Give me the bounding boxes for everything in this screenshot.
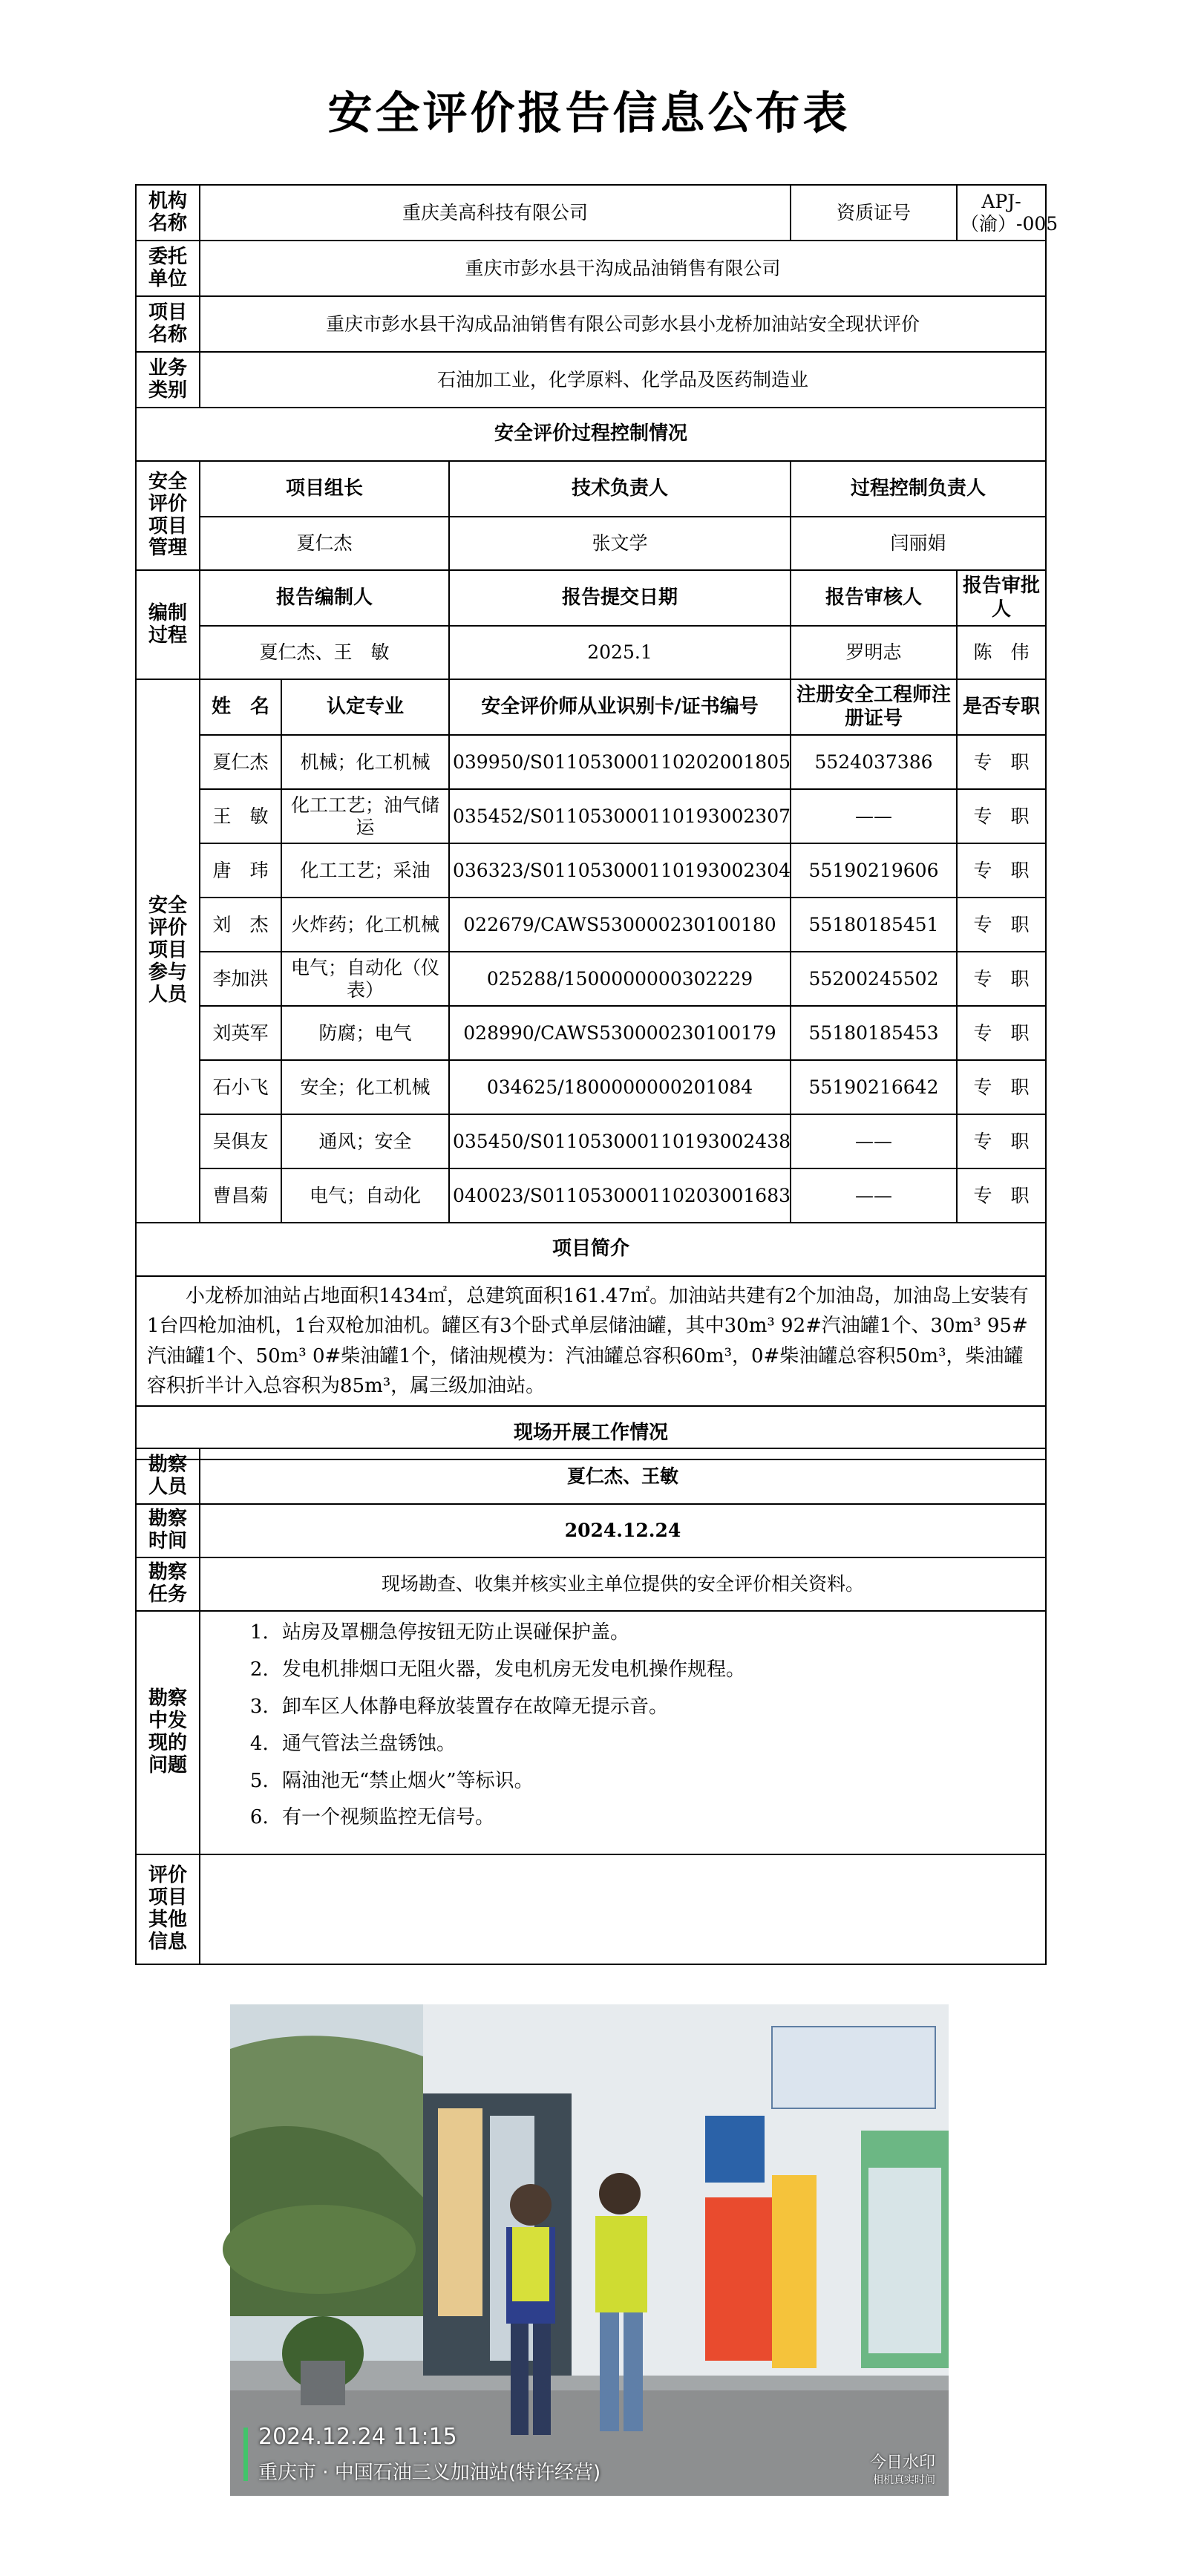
participant-name: 曹昌菊	[200, 1168, 281, 1223]
participant-name: 吴俱友	[200, 1114, 281, 1168]
participants-header-card: 安全评价师从业识别卡/证书编号	[449, 679, 791, 735]
participants-header-reg: 注册安全工程师注册证号	[791, 679, 957, 735]
info-table	[135, 184, 1058, 1460]
survey-table	[135, 1448, 1047, 1965]
participant-card: 036323/S011053000110193002304	[449, 843, 791, 898]
cert-label: 资质证号	[791, 185, 957, 241]
participant-reg: 55180185453	[791, 1006, 957, 1060]
client-value: 重庆市彭水县干沟成品油销售有限公司	[200, 241, 1046, 296]
mgmt-control: 闫丽娟	[791, 517, 1046, 570]
compile-date: 2025.1	[449, 626, 791, 679]
survey-people-label: 勘察人员	[136, 1448, 200, 1504]
compile-author: 夏仁杰、王 敏	[200, 626, 449, 679]
issue-item: 6. 有一个视频监控无信号。	[275, 1807, 1042, 1829]
participant-name: 刘英军	[200, 1006, 281, 1060]
process-section-title: 安全评价过程控制情况	[136, 408, 1046, 461]
participant-card: 039950/S011053000110202001805	[449, 735, 791, 789]
participants-header-major: 认定专业	[281, 679, 449, 735]
participant-major: 安全；化工机械	[281, 1060, 449, 1114]
participant-major: 火炸药；化工机械	[281, 898, 449, 952]
compile-header-author: 报告编制人	[200, 570, 449, 626]
participant-card: 028990/CAWS530000230100179	[449, 1006, 791, 1060]
compile-approver: 陈 伟	[957, 626, 1046, 679]
participant-fulltime: 专 职	[957, 735, 1046, 789]
participant-name: 石小飞	[200, 1060, 281, 1114]
mgmt-header-control: 过程控制负责人	[791, 461, 1046, 517]
participant-major: 通风；安全	[281, 1114, 449, 1168]
participant-name: 李加洪	[200, 952, 281, 1006]
survey-issues-label: 勘察中发现的问题	[136, 1611, 200, 1854]
photo-watermark-sub: 相机真实时间	[873, 2474, 935, 2486]
business-label: 业务类别	[136, 352, 200, 408]
mgmt-header-leader: 项目组长	[200, 461, 449, 517]
compile-header-approver: 报告审批人	[957, 570, 1046, 626]
participant-name: 唐 玮	[200, 843, 281, 898]
management-label: 安全评价项目管理	[136, 461, 200, 570]
participant-name: 刘 杰	[200, 898, 281, 952]
issue-item: 3. 卸车区人体静电释放装置存在故障无提示音。	[275, 1696, 1042, 1719]
participant-card: 034625/1800000000201084	[449, 1060, 791, 1114]
survey-people: 夏仁杰、王敏	[200, 1448, 1046, 1504]
survey-time: 2024.12.24	[200, 1504, 1046, 1557]
participants-header-name: 姓 名	[200, 679, 281, 735]
participant-reg: 55190219606	[791, 843, 957, 898]
project-label: 项目名称	[136, 296, 200, 352]
org-name: 重庆美高科技有限公司	[200, 185, 791, 241]
participant-major: 电气；自动化（仪表）	[281, 952, 449, 1006]
participant-fulltime: 专 职	[957, 1060, 1046, 1114]
participant-major: 机械；化工机械	[281, 735, 449, 789]
participant-fulltime: 专 职	[957, 789, 1046, 843]
issue-item: 4. 通气管法兰盘锈蚀。	[275, 1733, 1042, 1756]
participant-card: 025288/1500000000302229	[449, 952, 791, 1006]
participant-card: 035452/S011053000110193002307	[449, 789, 791, 843]
participant-fulltime: 专 职	[957, 843, 1046, 898]
issue-item: 1. 站房及罩棚急停按钮无防止误碰保护盖。	[275, 1622, 1042, 1644]
project-value: 重庆市彭水县干沟成品油销售有限公司彭水县小龙桥加油站安全现状评价	[200, 296, 1046, 352]
site-photo	[230, 2004, 949, 2496]
participant-major: 化工工艺；采油	[281, 843, 449, 898]
intro-text: 小龙桥加油站占地面积1434㎡，总建筑面积161.47㎡。加油站共建有2个加油岛，加油岛上安装有1台四枪加油机，1台双枪加油机。罐区有3个卧式单层储油罐，其中30m³ 92#汽油罐1个、30m³ 95#汽油罐1个、50m³ 0#柴油罐1个，储油规模为：汽油罐总容积60m³，0#柴油罐总容积50m³，柴油罐容积折半计入总容积为85m³，属三级加油站。	[136, 1276, 1046, 1406]
issue-item: 5. 隔油池无“禁止烟火”等标识。	[275, 1771, 1042, 1793]
participant-fulltime: 专 职	[957, 898, 1046, 952]
org-name-label: 机构名称	[136, 185, 200, 241]
survey-other-label: 评价项目其他信息	[136, 1854, 200, 1964]
participant-reg: ——	[791, 789, 957, 843]
participant-reg: 55180185451	[791, 898, 957, 952]
mgmt-header-tech: 技术负责人	[449, 461, 791, 517]
participant-card: 035450/S011053000110193002438	[449, 1114, 791, 1168]
business-value: 石油加工业，化学原料、化学品及医药制造业	[200, 352, 1046, 408]
participant-reg: 55200245502	[791, 952, 957, 1006]
intro-title: 项目简介	[136, 1223, 1046, 1276]
compile-header-date: 报告提交日期	[449, 570, 791, 626]
photo-watermark: 今日水印	[869, 2454, 935, 2472]
participant-fulltime: 专 职	[957, 1114, 1046, 1168]
participant-reg: 55190216642	[791, 1060, 957, 1114]
mgmt-tech: 张文学	[449, 517, 791, 570]
client-label: 委托单位	[136, 241, 200, 296]
compile-label: 编制过程	[136, 570, 200, 679]
photo-timestamp: 2024.12.24 11:15	[258, 2424, 457, 2450]
site-photo-illustration	[230, 2004, 949, 2496]
field-section-title: 现场开展工作情况	[136, 1406, 1046, 1459]
survey-task-label: 勘察任务	[136, 1557, 200, 1611]
mgmt-leader: 夏仁杰	[200, 517, 449, 570]
participant-major: 防腐；电气	[281, 1006, 449, 1060]
photo-location: 重庆市 · 中国石油三义加油站(特许经营)	[258, 2462, 601, 2484]
participant-major: 化工工艺；油气储运	[281, 789, 449, 843]
survey-other	[200, 1854, 1046, 1964]
participant-card: 022679/CAWS530000230100180	[449, 898, 791, 952]
issue-item: 2. 发电机排烟口无阻火器，发电机房无发电机操作规程。	[275, 1659, 1042, 1681]
participant-fulltime: 专 职	[957, 1168, 1046, 1223]
participant-name: 夏仁杰	[200, 735, 281, 789]
participant-fulltime: 专 职	[957, 952, 1046, 1006]
participant-card: 040023/S011053000110203001683	[449, 1168, 791, 1223]
participant-reg: ——	[791, 1168, 957, 1223]
participant-reg: 5524037386	[791, 735, 957, 789]
participants-label: 安全评价项目参与人员	[136, 679, 200, 1223]
cert-value: APJ-（渝）-005	[957, 185, 1046, 241]
compile-header-reviewer: 报告审核人	[791, 570, 957, 626]
participant-major: 电气；自动化	[281, 1168, 449, 1223]
participant-name: 王 敏	[200, 789, 281, 843]
issues-list	[203, 1612, 1042, 1840]
participants-header-full: 是否专职	[957, 679, 1046, 735]
survey-task: 现场勘查、收集并核实业主单位提供的安全评价相关资料。	[200, 1557, 1046, 1611]
participant-reg: ——	[791, 1114, 957, 1168]
participant-fulltime: 专 职	[957, 1006, 1046, 1060]
compile-reviewer: 罗明志	[791, 626, 957, 679]
page-title: 安全评价报告信息公布表	[327, 88, 851, 140]
survey-time-label: 勘察时间	[136, 1504, 200, 1557]
